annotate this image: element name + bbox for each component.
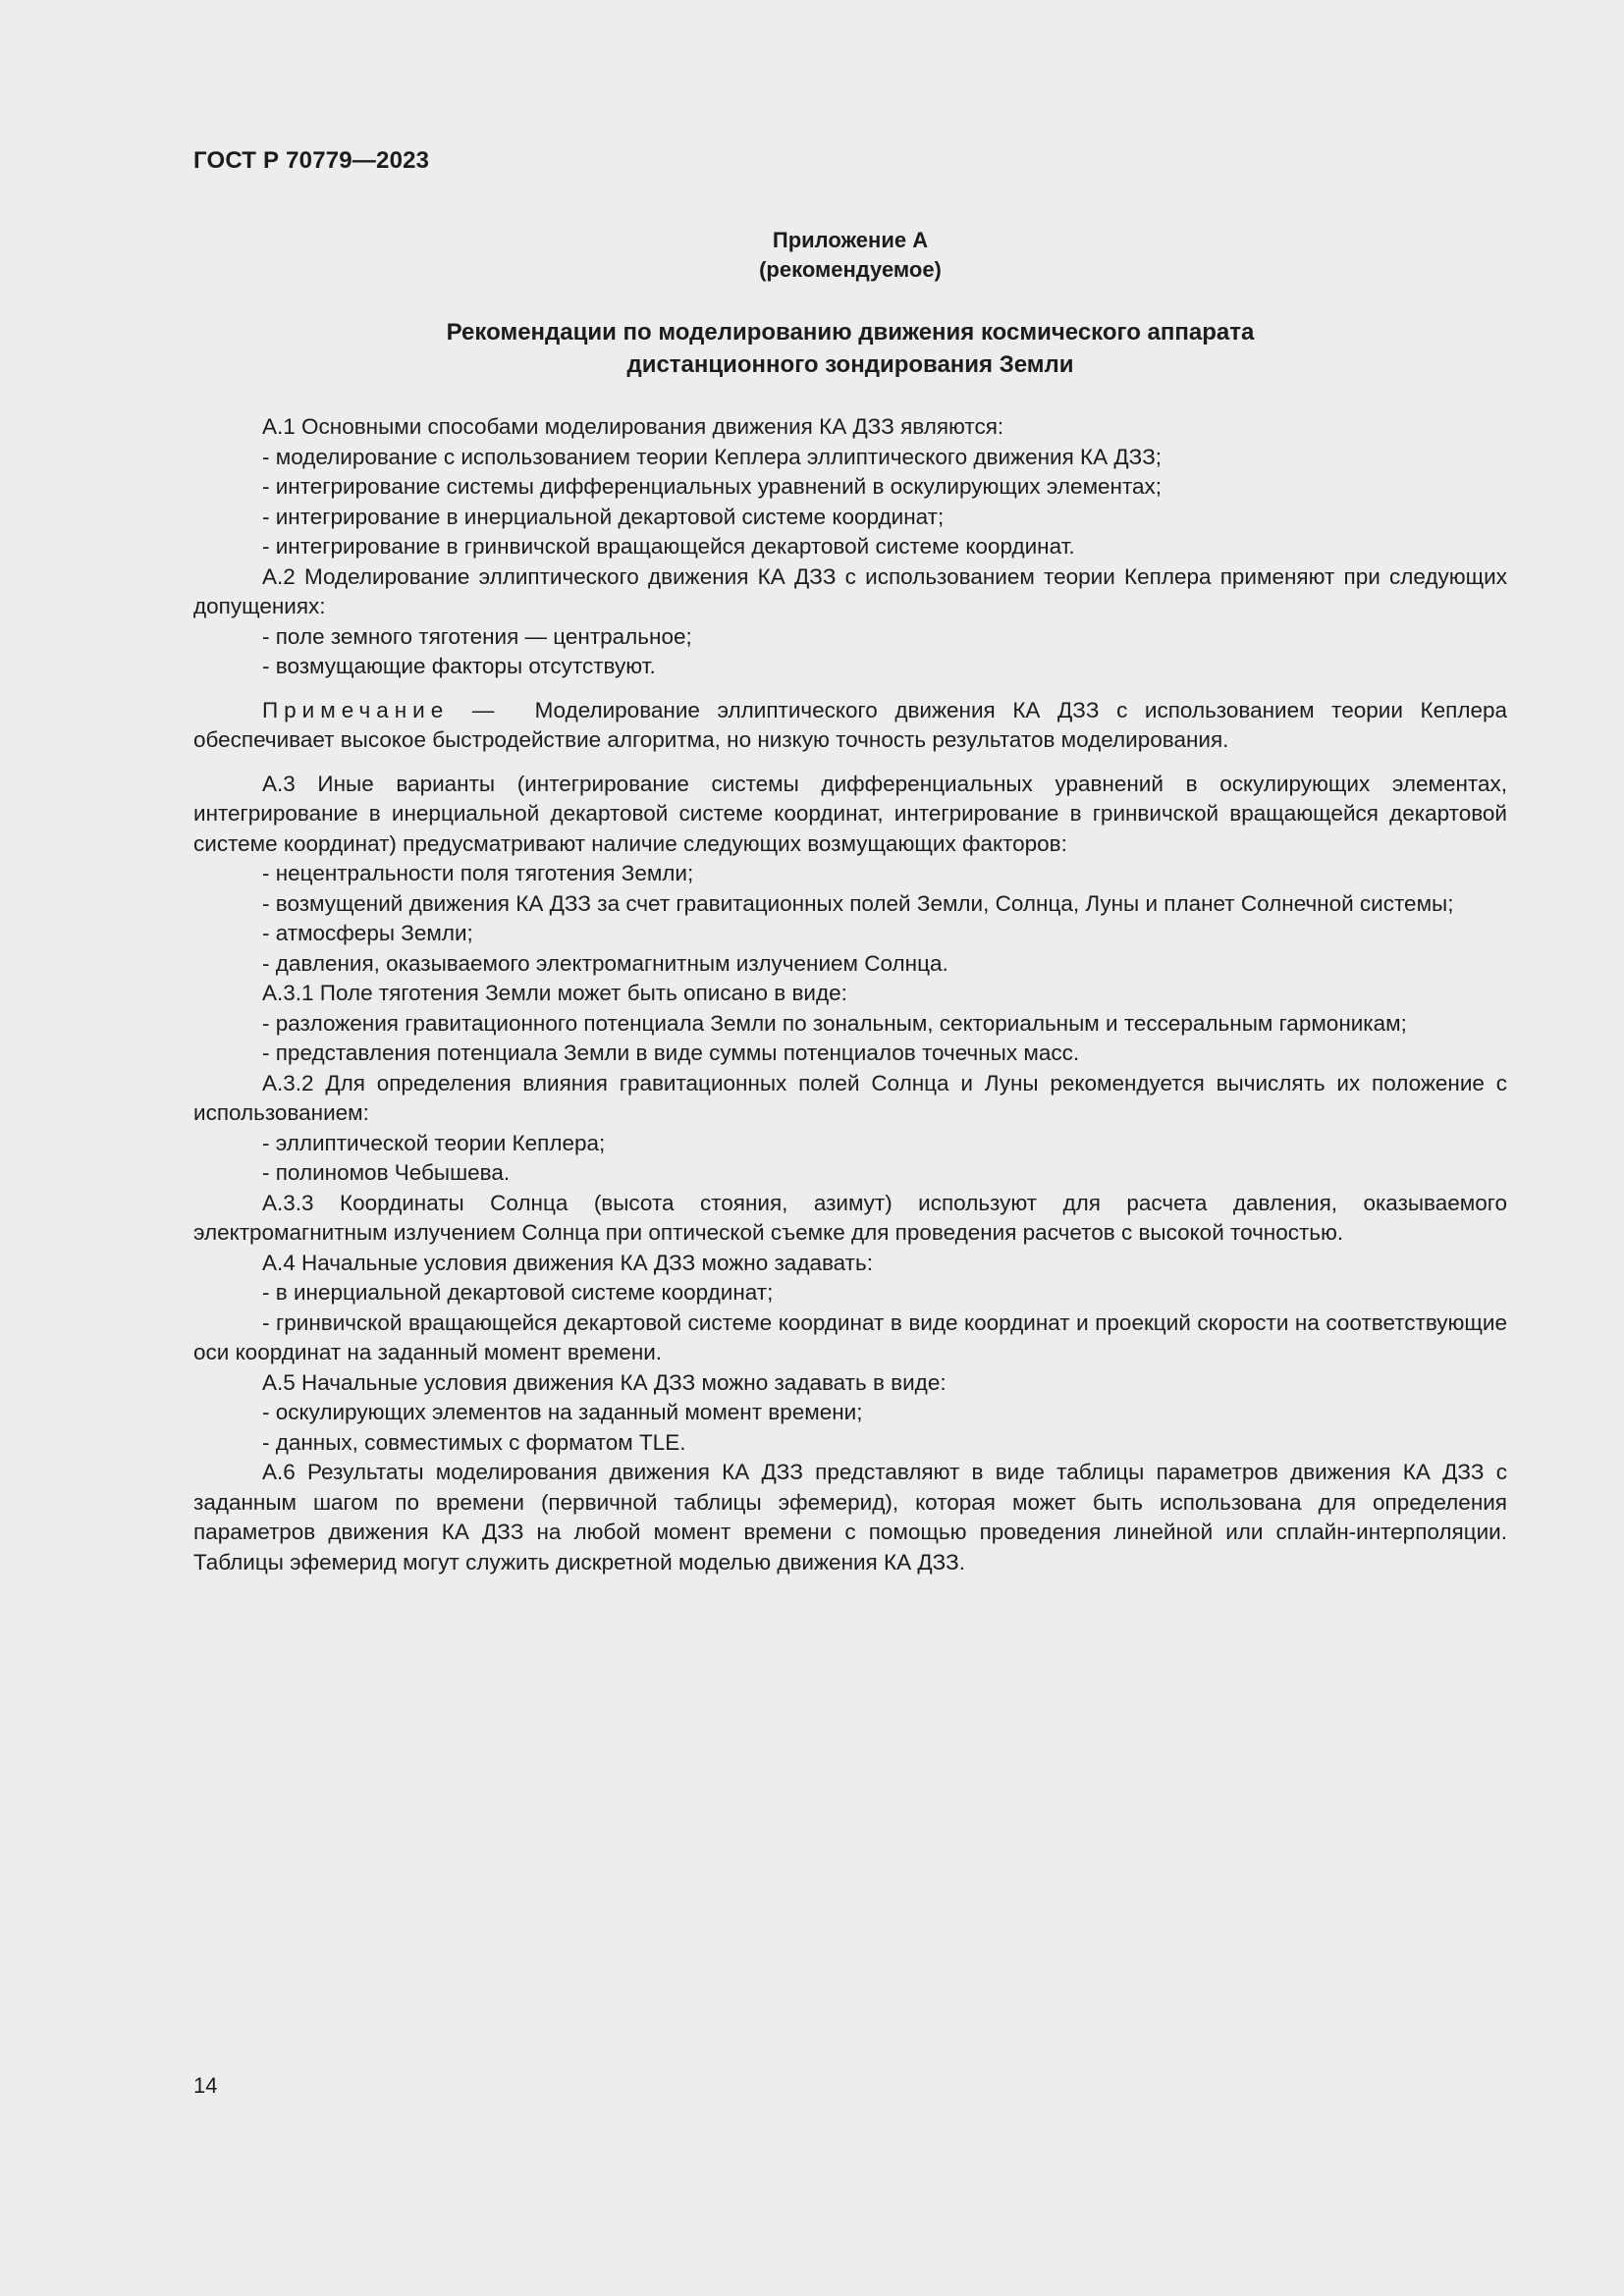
list-item: - гринвичской вращающейся декартовой системе координат в виде координат и проекций скорости на соответствующие оси координат на заданный момент времени. — [193, 1309, 1507, 1364]
list-item: - интегрирование в инерциальной декартовой системе координат; — [262, 504, 945, 529]
clause-a2: А.2 Моделирование эллиптического движения КА ДЗЗ с использованием теории Кеплера применяют при следующих допущениях: — [193, 563, 1507, 618]
list-item: - поле земного тяготения — центральное; — [262, 623, 692, 649]
appendix-title — [193, 316, 1507, 381]
clause-a3-2: А.3.2 Для определения влияния гравитационных полей Солнца и Луны рекомендуется вычислять их положение с использованием: — [193, 1070, 1507, 1125]
list-item: - представления потенциала Земли в виде суммы потенциалов точечных масс. — [262, 1041, 1080, 1065]
list-item: - давления, оказываемого электромагнитным излучением Солнца. — [262, 950, 948, 976]
list-item: - полиномов Чебышева. — [262, 1160, 511, 1185]
list-item: - в инерциальной декартовой системе координат; — [262, 1280, 774, 1305]
list-item: - возмущающие факторы отсутствуют. — [262, 654, 656, 678]
list-item: - эллиптической теории Кеплера; — [262, 1130, 606, 1155]
page-number: 14 — [193, 2073, 218, 2098]
appendix-label: Приложение А — [772, 228, 929, 252]
appendix-title-line-2: дистанционного зондирования Земли — [626, 351, 1074, 378]
list-item: - моделирование с использованием теории Кеплера эллиптического движения КА ДЗЗ; — [262, 444, 1163, 469]
note-text: Моделирование эллиптического движения КА ДЗЗ с использованием теории Кеплера обеспечивает высокое быстродействие алгоритма, но низкую точность результатов моделирования. — [193, 697, 1507, 752]
clause-a1: А.1 Основными способами моделирования движения КА ДЗЗ являются: — [262, 414, 1004, 439]
clause-a4: А.4 Начальные условия движения КА ДЗЗ можно задавать: — [262, 1250, 873, 1275]
clause-a3-3: А.3.3 Координаты Солнца (высота стояния, азимут) используют для расчета давления, оказываемого электромагнитным излучением Солнца при оптической съемке для проведения расчетов с высокой точностью. — [193, 1190, 1507, 1245]
list-item: - интегрирование системы дифференциальных уравнений в оскулирующих элементах; — [262, 474, 1163, 499]
clause-a3: А.3 Иные варианты (интегрирование системы дифференциальных уравнений в оскулирующих элементах, интегрирование в инерциальной декартовой системе координат, интегрирование в гринвичской вращающейся декартовой системе координат) предусматривают наличие следующих возмущающих факторов: — [193, 771, 1507, 856]
list-item: - данных, совместимых с форматом TLE. — [262, 1429, 686, 1455]
document-body — [193, 412, 1507, 1577]
list-item: - оскулирующих элементов на заданный момент времени; — [262, 1400, 863, 1424]
clause-a5: А.5 Начальные условия движения КА ДЗЗ можно задавать в виде: — [262, 1369, 947, 1395]
list-item: - возмущений движения КА ДЗЗ за счет гравитационных полей Земли, Солнца, Луны и планет Солнечной системы; — [262, 890, 1454, 916]
list-item: - нецентральности поля тяготения Земли; — [262, 861, 694, 885]
appendix-title-line-1: Рекомендации по моделированию движения космического аппарата — [446, 319, 1255, 346]
standard-code: ГОСТ Р 70779—2023 — [193, 147, 430, 174]
note-label: Примечание — — [262, 697, 501, 722]
list-item: - интегрирование в гринвичской вращающейся декартовой системе координат. — [262, 534, 1075, 559]
clause-a6: А.6 Результаты моделирования движения КА ДЗЗ представляют в виде таблицы параметров движения КА ДЗЗ с заданным шагом по времени (первичной таблицы эфемерид), которая может быть использована для определения параметров движения КА ДЗЗ на любой момент времени с помощью проведения линейной или сплайн-интерполяции. Таблицы эфемерид могут служить дискретной моделью движения КА ДЗЗ. — [193, 1460, 1507, 1575]
clause-a3-1: А.3.1 Поле тяготения Земли может быть описано в виде: — [262, 981, 847, 1005]
list-item: - разложения гравитационного потенциала Земли по зональным, секториальным и тессеральным гармоникам; — [262, 1010, 1407, 1036]
list-item: - атмосферы Земли; — [262, 921, 473, 945]
appendix-heading — [193, 226, 1507, 285]
note — [193, 696, 1507, 756]
appendix-status: (рекомендуемое) — [759, 257, 942, 282]
